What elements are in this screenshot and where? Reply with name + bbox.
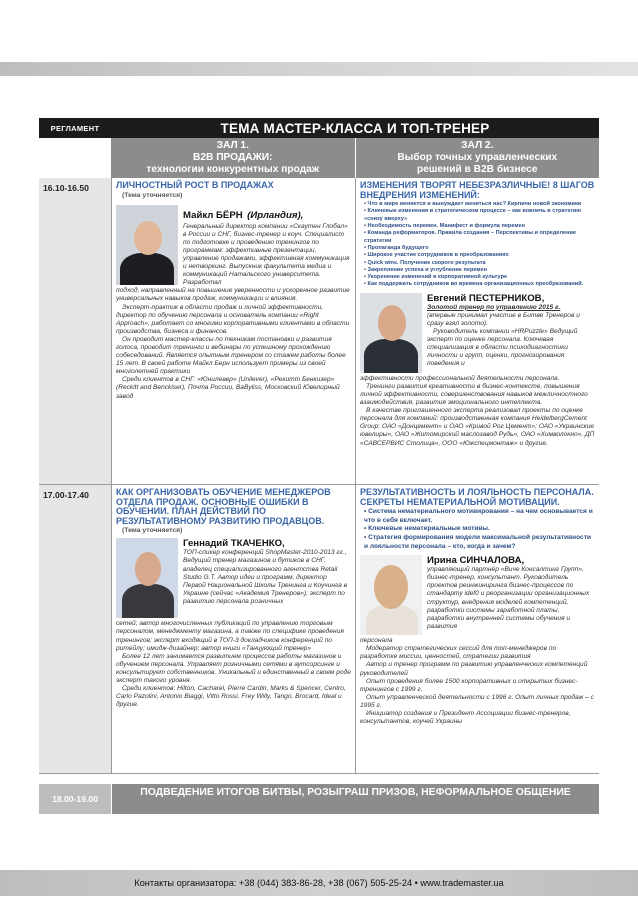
speaker-bio: управляющий партнёр «Виче Консалтинг Групп», бизнес-тренер, консультант. Руководитель проектов реинжиниринга бизнес-процессов по стандарту idef0 и реорганизации организационных структур, внедрения моделей компетенций, разработки системы заработной платы, разработки внутренней системы обучения и развития [427,566,590,630]
speaker-clients: Среди клиентов: Hilton, Cacharel, Pierre Cardin, Marks & Spencer, Centro, Carlo Pazolini, Antonio Biaggi, Vitto Rossi, Frey Willy, Tango, Brocard, Ideal и другие. [116,685,346,709]
session-title: ИЗМЕНЕНИЯ ТВОРЯТ НЕБЕЗРАЗЛИЧНЫЕ! 8 ШАГОВ ВНЕДРЕНИЯ ИЗМЕНЕНИЙ: [360,180,595,200]
hall-1-session [111,178,355,484]
speaker-bio: ТОП-спикер конференций ShopMaster-2010-2013 гг., Ведущий тренер магазинов и бутиков в СНГ, владелец специализированного агентства Retail Studio G.T. Автор идеи и программ, директор Первой Национальной Школы Тренинга и Коучинга в Украине (сейчас «Академия Тренеров»); эксперт по развитию персонала розничных [183,549,348,605]
halls-header [111,138,599,178]
session-time: 16.10-16.50 [39,178,111,484]
session-bullets [364,508,595,551]
speaker-paragraph: Опыт проведения более 1500 корпоративных и открытых бизнес-тренингов с 1999 г. [360,677,578,693]
list-item: • Ключевые нематериальные мотивы. [364,525,595,534]
hall-1-session [111,485,355,773]
list-item: • Широкое участие сотрудников в преобразованиях [364,252,595,259]
list-item: • Ключевые изменения в стратегическом процессе – как вовлечь в стратегию «снизу вверху» [364,208,595,223]
hall-1-header [111,138,355,178]
speaker-paragraph: Инициатор создания и Президент Ассоциации бизнес-тренеров, консультантов, коучей Украины [360,710,571,726]
list-item: • Закрепление успеха и углубление перемен [364,267,595,274]
speaker-bio-cont: эффективности профессиональной деятельности персонала. [360,374,560,382]
list-item: • Quick wins. Получение скорого результата [364,260,595,267]
speaker-name: Геннадий ТКАЧЕНКО, [183,538,285,550]
speaker-paragraph: Эксперт-практик в области продаж и личной эффективности, директор по обучению персонала и основатель компании «Right Approach», работает со многими корпоративными клиентами в области производства, бизнеса и финансов. [116,303,350,335]
hall-2-session [355,485,599,773]
hall-2-header [355,138,600,178]
speaker-name: Евгений ПЕСТЕРНИКОВ, [427,292,545,304]
speaker-paragraph: Автор и тренер программ по развитию управленческих компетенций руководителей [360,661,588,677]
list-item: • Укоренение изменений в корпоративной культуре [364,274,595,281]
speaker-clients: Среди клиентов в СНГ: «Юнилевер» (Unilever), «Рекитт Бенкизер» (Reckitt and Benckiser), Почта России, BaByliss, Московский Ювелирный завод [116,376,340,400]
list-item: • Система нематериального мотивирования – на чем основывается и что в себя включает. [364,508,595,525]
reglament-label: РЕГЛАМЕНТ [50,123,100,133]
speaker-photo [360,293,422,373]
session-time: 17.00-17.40 [39,485,111,773]
session-title: ЛИЧНОСТНЫЙ РОСТ В ПРОДАЖАХ [116,180,274,190]
speaker-bio: Руководитель компании «HRPuzzle» Ведущий эксперт по оценке персонала. Ключевая специализация в области психодиагностики личности и групп, оценки, прогнозирования поведения и [427,328,578,368]
hall-1-desc: технологии конкурентных продаж [146,164,320,175]
hall-1-name: B2B ПРОДАЖИ: [192,152,273,163]
hall-2-number: ЗАЛ 2. [461,140,494,151]
speaker-name: Майкл БЁРН [183,209,243,221]
speaker-clients: В качестве приглашенного эксперта реализовал проекты по оценке персонала для компаний: производственная компания HeidelbergCement Group: ОАО «Донцемент» и ОАО «Кривой Рог Цемент»; ОАО «Украинские ювелиры», ОАО «Житомирский маслозавод Рудь», ОАО «Химволокно», ДП «САВСЕРВИС Столица», ООО «Южспецмонтаж» и другие. [360,407,595,447]
footer-contacts [0,870,638,896]
closing-time: 18.00-19.00 [39,784,111,814]
contacts-text: Контакты организатора: +38 (044) 383-86-28, +38 (067) 505-25-24 • www.trademaster.ua [134,878,504,888]
speaker-paragraph: Опыт управленческой деятельности с 1996 г. Опыт личных продаж – с 1995 г. [360,693,594,709]
speaker-bio: Генеральный директор компании «Скаутен Глобал» в России и СНГ, бизнес-тренер и коуч. Специалист по подготовке и проведению тренингов по программам: эффективные презентации, управление продажами, эффективная коммуникация и нетворкинг. Выпускник факультета медиа и коммуникаций Натальского университета. Разработал [183,222,350,287]
hall-2-session [355,178,599,484]
speaker-award-note: (впервые принимал участие в Битве Тренеров и сразу взял золото). [427,311,580,327]
session-subtitle: (Тема уточняется) [122,527,183,535]
session-subtitle: (Тема уточняется) [122,191,183,199]
session-title: КАК ОРГАНИЗОВАТЬ ОБУЧЕНИЕ МЕНЕДЖЕРОВ ОТДЕЛА ПРОДАЖ. ОСНОВНЫЕ ОШИБКИ В ОБУЧЕНИИ. ПЛАН ДЕЙСТВИЙ ПО РЕЗУЛЬТАТИВНОМУ РАЗВИТИЮ ПРОДАВЦОВ. [116,487,331,526]
list-item: • Пропаганда будущего [364,245,595,252]
speaker-bio-cont: сетей; автор многочисленных публикаций по управлению торговым персоналом, менеджменту магазина, а также по специфике проведения тренингов; эксперт входящий в ТОП-3 докладчиков конференций по ритейлу; имидж-дизайнер; автор книги «Танцующий тренер» [116,620,344,652]
speaker-bio-cont: персонала [360,637,393,645]
table-header [39,118,599,138]
speaker-photo [360,555,422,635]
speaker-name: Ирина СИНЧАЛОВА, [427,555,525,567]
session-title: РЕЗУЛЬТАТИВНОСТЬ И ЛОЯЛЬНОСТЬ ПЕРСОНАЛА. СЕКРЕТЫ НЕМАТЕРИАЛЬНОЙ МОТИВАЦИИ. [360,487,594,507]
list-item: • Что в мире меняется и вынуждает меняться нас? Кирпичи новой экономики [364,201,595,208]
hall-2-name: Выбор точных управленческих [397,152,558,163]
hall-2-desc: решений в B2B бизнесе [417,164,538,175]
hall-1-number: ЗАЛ 1. [216,140,249,151]
session-bullets [364,201,595,289]
speaker-paragraph: Более 12 лет занимается развитием процессов работы магазинов и обучением персонала. Управляет розничными сетями в аутсорсинге и консультирует собственников. Уникальный и единственный в своем роде эксперт такого уровня. [116,652,351,685]
speaker-bio-cont: подход, направленный на повышение уверенности и ускоренное развитие универсальных навыков продаж, коммуникации и влияния. [116,287,350,303]
speaker-photo [116,538,178,618]
speaker-paragraph: Модератор стратегических сессий для топ-менеджеров по разработке миссии, ценностей, стратегии развития [360,645,557,661]
list-item: • Стратегия формирования модели максимальной результативности и лояльности персонала – кто, когда и зачем? [364,534,595,551]
closing-text: ПОДВЕДЕНИЕ ИТОГОВ БИТВЫ, РОЗЫГРАШ ПРИЗОВ, НЕФОРМАЛЬНОЕ ОБЩЕНИЕ [112,784,599,814]
list-item: • Необходимость перемен. Манифест и формула перемен [364,223,595,230]
closing-row [39,784,599,814]
session-row [39,485,599,774]
list-item: • Как поддержать сотрудников во времена организационных преобразований. [364,281,595,288]
top-decor-band [0,62,638,76]
speaker-photo [116,205,178,285]
speaker-country: (Ирландия), [247,209,304,221]
speaker-paragraph: Тренинги развития креативности в бизнес-контексте, повышения личной эффективности, совершенствования навыков межличностного взаимодействия, развития эмоционального интеллекта. [360,382,588,407]
speaker-award: Золотой тренер по управлению 2015 г. [427,303,561,311]
list-item: • Команда реформаторов. Правила создания – Перспективы и определение стратегии [364,230,595,245]
table-title: ТЕМА МАСТЕР-КЛАССА И ТОП-ТРЕНЕР [220,120,490,136]
speaker-paragraph: Он проводит мастер-классы по техникам постановки и развития голоса, проводит тренинги и вебинары по успешному прохождению собеседований. Является опытным тренером со стажем работы более 15 лет. В своей работе Майкл Берн использует примеры из своей многолетней практики [116,335,346,376]
session-row [39,178,599,485]
